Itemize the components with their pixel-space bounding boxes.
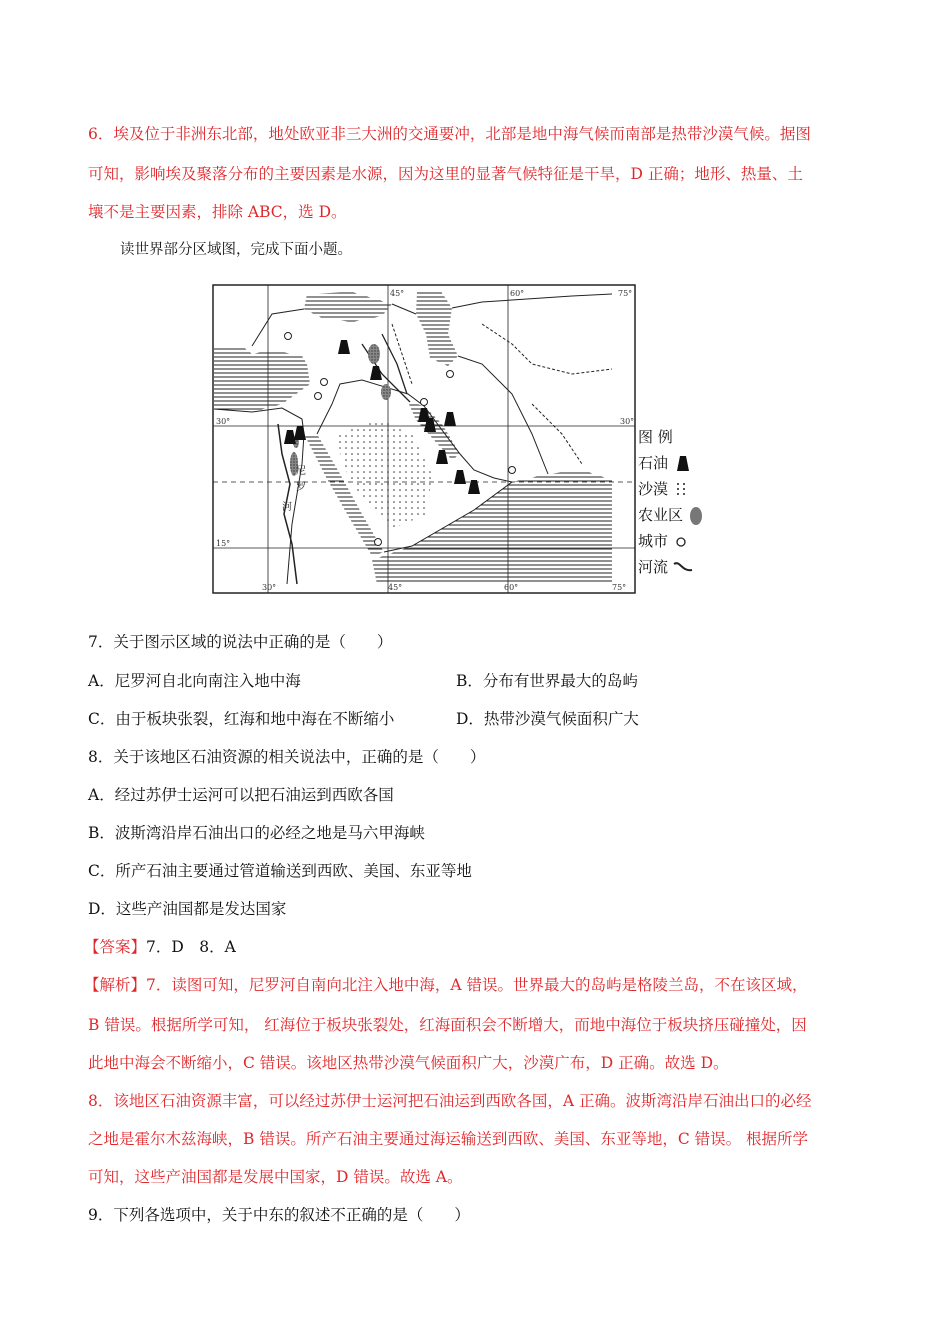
- q8-stem: 8．关于该地区石油资源的相关说法中，正确的是（ ）: [88, 748, 486, 766]
- nile-label-1: 尼: [296, 466, 306, 477]
- analysis-line-1: [84, 973, 808, 995]
- analysis-text-1: 7．读图可知，尼罗河自南向北注入地中海，A 错误。世界最大的岛屿是格陵兰岛，不在该区域，: [146, 976, 808, 994]
- q8-option-c[interactable]: C．所产石油主要通过管道输送到西欧、美国、东亚等地: [88, 862, 472, 880]
- nile-label-2: 罗: [296, 482, 306, 493]
- analysis-line-3: 此地中海会不断缩小，C 错误。该地区热带沙漠气候面积广大，沙漠广布，D 正确。故选 D。: [88, 1054, 729, 1072]
- q6-explanation-line-1: 6．埃及位于非洲东北部，地处欧亚非三大洲的交通要冲，北部是地中海气候而南部是热带沙漠气候。据图: [88, 125, 811, 143]
- map-intro: 读世界部分区域图，完成下面小题。: [120, 242, 352, 258]
- analysis-line-6: 可知，这些产油国都是发展中国家，D 错误。故选 A。: [88, 1168, 463, 1186]
- q8-option-d[interactable]: D．这些产油国都是发达国家: [88, 900, 287, 918]
- legend-label-agriculture: 农业区: [638, 506, 684, 524]
- analysis-tag: 【解析】: [84, 976, 147, 994]
- lat-30-right: 30°: [620, 417, 635, 426]
- city-icon: [672, 530, 694, 552]
- river-icon: [672, 556, 694, 578]
- q6-explanation-line-3: 壤不是主要因素，排除 ABC，选 D。: [88, 203, 347, 221]
- answer-line: [84, 935, 236, 957]
- lon-75-bottom: 75°: [612, 583, 627, 592]
- q8-option-b[interactable]: B．波斯湾沿岸石油出口的必经之地是马六甲海峡: [88, 824, 425, 842]
- lon-45-bottom: 45°: [388, 583, 403, 592]
- lat-15-left: 15°: [216, 539, 231, 548]
- legend-item-agriculture: [638, 502, 709, 528]
- middle-east-map: [212, 284, 636, 594]
- legend-item-desert: [638, 476, 709, 502]
- answer-tag: 【答案】: [84, 938, 147, 956]
- q7-option-a[interactable]: A．尼罗河自北向南注入地中海: [88, 672, 301, 690]
- q8-option-a[interactable]: A．经过苏伊士运河可以把石油运到西欧各国: [88, 786, 394, 804]
- lon-60-bottom: 60°: [504, 583, 519, 592]
- legend-label-desert: 沙漠: [638, 480, 669, 498]
- agriculture-icon: [687, 504, 709, 526]
- legend-title: 图 例: [638, 428, 673, 446]
- q9-stem: 9．下列各选项中，关于中东的叙述不正确的是（ ）: [88, 1206, 470, 1224]
- analysis-line-5: 之地是霍尔木兹海峡，B 错误。所产石油主要通过海运输送到西欧、美国、东亚等地，C 错误。 根据所学: [88, 1130, 809, 1148]
- answer-text: 7．D 8．A: [146, 938, 236, 956]
- legend-label-oil: 石油: [638, 454, 669, 472]
- oil-icon: [672, 452, 694, 474]
- legend-label-city: 城市: [638, 532, 669, 550]
- q7-stem: 7．关于图示区域的说法中正确的是（ ）: [88, 633, 393, 651]
- q6-explanation-line-2: 可知，影响埃及聚落分布的主要因素是水源，因为这里的显著气候特征是干旱，D 正确；地形、热量、土: [88, 165, 803, 183]
- legend-item-river: [638, 554, 709, 580]
- desert-icon: [672, 478, 694, 500]
- lon-60-top: 60°: [510, 289, 525, 298]
- lat-30-left: 30°: [216, 417, 231, 426]
- map-legend: [638, 424, 709, 580]
- nile-label-3: 河: [282, 502, 292, 513]
- lon-30-bottom: 30°: [262, 583, 277, 592]
- legend-label-river: 河流: [638, 558, 669, 576]
- legend-item-city: [638, 528, 709, 554]
- q7-option-b[interactable]: B．分布有世界最大的岛屿: [456, 672, 638, 690]
- lon-75-top: 75°: [618, 289, 633, 298]
- analysis-line-2: B 错误。根据所学可知， 红海位于板块张裂处，红海面积会不断增大，而地中海位于板块挤压碰撞处，因: [88, 1016, 807, 1034]
- q7-option-c[interactable]: C．由于板块张裂，红海和地中海在不断缩小: [88, 710, 395, 728]
- analysis-line-4: 8．该地区石油资源丰富，可以经过苏伊士运河把石油运到西欧各国，A 正确。波斯湾沿岸石油出口的必经: [88, 1092, 812, 1110]
- q7-option-d[interactable]: D．热带沙漠气候面积广大: [456, 710, 639, 728]
- lon-45-top: 45°: [390, 289, 405, 298]
- legend-item-oil: [638, 450, 709, 476]
